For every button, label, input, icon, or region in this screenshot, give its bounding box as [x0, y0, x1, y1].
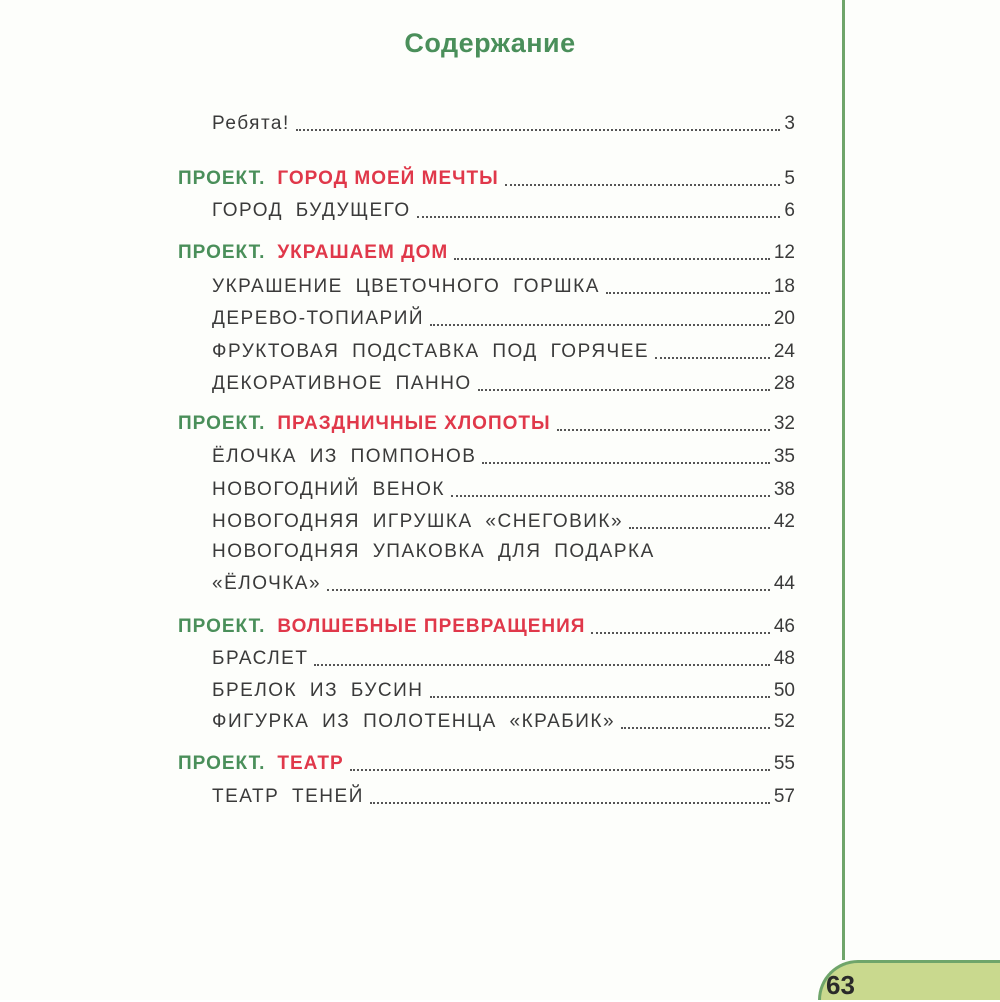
- project-prefix: ПРОЕКТ.: [178, 413, 266, 434]
- toc-entry: [0, 197, 795, 225]
- project-prefix: ПРОЕКТ.: [178, 242, 266, 263]
- dot-leader: [314, 664, 769, 666]
- toc-page-ref: 18: [773, 276, 795, 297]
- toc-entry-label: ФРУКТОВАЯ ПОДСТАВКА ПОД ГОРЯЧЕЕ: [212, 341, 650, 362]
- toc-project-heading: [0, 410, 795, 438]
- toc-page-ref: 42: [773, 511, 795, 532]
- toc-entry: [0, 443, 795, 471]
- dot-leader: [621, 727, 770, 729]
- dot-leader: [591, 632, 769, 634]
- dot-leader: [478, 389, 770, 391]
- toc-project-heading: [0, 165, 795, 193]
- dot-leader: [606, 292, 770, 294]
- toc-entry-label: ФИГУРКА ИЗ ПОЛОТЕНЦА «КРАБИК»: [212, 711, 616, 732]
- dot-leader: [296, 129, 781, 131]
- toc-project-heading: [0, 750, 795, 778]
- dot-leader: [557, 429, 770, 431]
- toc-entry-label: ЁЛОЧКА ИЗ ПОМПОНОВ: [212, 446, 477, 467]
- toc-entry: [0, 338, 795, 366]
- page-number: 63: [826, 970, 855, 1000]
- toc-page-ref: 57: [773, 786, 795, 807]
- toc-entry: [0, 783, 795, 811]
- project-name: ПРАЗДНИЧНЫЕ ХЛОПОТЫ: [277, 413, 551, 434]
- toc-page-ref: 48: [773, 648, 795, 669]
- toc-entry: [0, 677, 795, 705]
- toc-entry: [0, 273, 795, 301]
- toc-entry-label: ДЕКОРАТИВНОЕ ПАННО: [212, 373, 472, 394]
- toc-page-ref: 3: [784, 113, 795, 134]
- toc-page-ref: 55: [773, 753, 795, 774]
- page-title: Содержание: [404, 28, 576, 58]
- toc-entry: [0, 708, 795, 736]
- toc-entry-label-line1: НОВОГОДНЯЯ УПАКОВКА ДЛЯ ПОДАРКА: [212, 541, 655, 562]
- dot-leader: [350, 769, 770, 771]
- toc-entry: [0, 305, 795, 333]
- dot-leader: [370, 802, 770, 804]
- dot-leader: [482, 462, 769, 464]
- toc-page-ref: 35: [773, 446, 795, 467]
- toc-page-ref: 6: [784, 200, 795, 221]
- toc-entry-label: ТЕАТР ТЕНЕЙ: [212, 786, 364, 807]
- dot-leader: [629, 527, 770, 529]
- toc-entry: [0, 476, 795, 504]
- project-prefix: ПРОЕКТ.: [178, 616, 266, 637]
- project-prefix: ПРОЕКТ.: [178, 753, 266, 774]
- toc-page-ref: 28: [773, 373, 795, 394]
- toc-page-ref: 46: [773, 616, 795, 637]
- dot-leader: [454, 258, 770, 260]
- project-name: ТЕАТР: [277, 753, 344, 774]
- dot-leader: [451, 495, 770, 497]
- project-name: ВОЛШЕБНЫЕ ПРЕВРАЩЕНИЯ: [277, 616, 586, 637]
- dot-leader: [505, 184, 781, 186]
- toc-page-ref: 20: [773, 308, 795, 329]
- toc-entry-label: ГОРОД БУДУЩЕГО: [212, 200, 411, 221]
- dot-leader: [655, 357, 770, 359]
- dot-leader: [417, 216, 781, 218]
- dot-leader: [327, 589, 770, 591]
- toc-entry-label: Ребята!: [212, 113, 290, 134]
- toc-entry: [0, 645, 795, 673]
- project-name: УКРАШАЕМ ДОМ: [277, 242, 449, 263]
- toc-entry: [0, 370, 795, 398]
- toc-project-heading: [0, 239, 795, 267]
- toc-page-ref: 52: [773, 711, 795, 732]
- toc-page-ref: 24: [773, 341, 795, 362]
- toc-page-ref: 12: [773, 242, 795, 263]
- toc-page-ref: 38: [773, 479, 795, 500]
- toc-page-ref: 32: [773, 413, 795, 434]
- toc-entry-label: БРЕЛОК ИЗ БУСИН: [212, 680, 424, 701]
- toc-entry-label: УКРАШЕНИЕ ЦВЕТОЧНОГО ГОРШКА: [212, 276, 600, 297]
- toc-project-heading: [0, 613, 795, 641]
- toc-page-ref: 5: [784, 168, 795, 189]
- toc-entry-label: «ЁЛОЧКА»: [212, 573, 322, 594]
- toc-page-ref: 44: [773, 573, 795, 594]
- toc-entry-intro: [0, 110, 795, 138]
- toc-entry-label: НОВОГОДНЯЯ ИГРУШКА «СНЕГОВИК»: [212, 511, 624, 532]
- dot-leader: [430, 696, 770, 698]
- toc-entry-label: НОВОГОДНИЙ ВЕНОК: [212, 479, 445, 500]
- toc-page-ref: 50: [773, 680, 795, 701]
- toc-entry-label: БРАСЛЕТ: [212, 648, 309, 669]
- project-name: ГОРОД МОЕЙ МЕЧТЫ: [277, 168, 499, 189]
- project-prefix: ПРОЕКТ.: [178, 168, 266, 189]
- toc-entry-label: ДЕРЕВО-ТОПИАРИЙ: [212, 308, 425, 329]
- toc-entry: [0, 570, 795, 598]
- page-border-line: [842, 0, 845, 960]
- dot-leader: [430, 324, 770, 326]
- toc-entry: [0, 508, 795, 536]
